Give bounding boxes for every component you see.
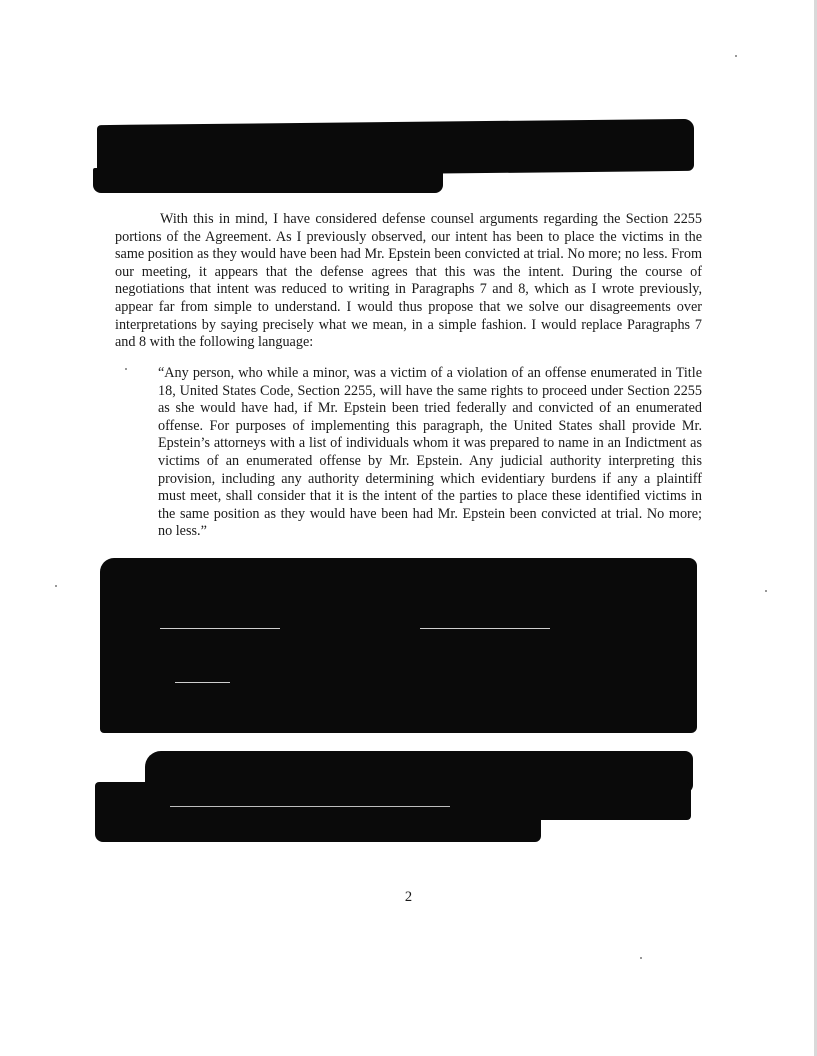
redaction-artifact-line <box>175 682 230 683</box>
redaction-block-bottom-tail <box>95 815 541 842</box>
scan-speck <box>55 585 57 587</box>
paragraph-text: With this in mind, I have considered defense counsel arguments regarding the Section 2255 portions of the Agreement. As I previously observed, our intent has been to place the victims in the same position as they would have been had Mr. Epstein been convicted at trial. No more; no less. From our meeting, it appears that the defense agrees that this was the intent. During the course of negotiations that intent was reduced to writing in Paragraphs 7 and 8, which as I wrote previously, appear far from simple to understand. I would thus propose that we solve our disagreements over interpretations by saying precisely what we mean, in a simple fashion. I would replace Paragraphs 7 and 8 with the following language: <box>115 211 702 351</box>
redaction-artifact-line <box>160 628 280 629</box>
proposed-language-quote <box>158 365 702 541</box>
body-paragraph <box>115 211 702 352</box>
scan-speck <box>765 590 767 592</box>
redaction-artifact-line <box>170 806 450 807</box>
quote-text: “Any person, who while a minor, was a victim of a violation of an offense enumerated in Title 18, United States Code, Section 2255, will have the same rights to proceed under Section 2255 as she would have had, if Mr. Epstein been tried federally and convicted of an enumerated offense. For purposes of implementing this paragraph, the United States shall provide Mr. Epstein’s attorneys with a list of individuals whom it was prepared to name in an Indictment as victims of an enumerated offense by Mr. Epstein. Any judicial authority interpreting this provision, including any authority determining which evidentiary burdens if any a plaintiff must meet, shall consider that it is the intent of the parties to place these identified victims in the same position as they would have been had Mr. Epstein been convicted at trial. No more; no less.” <box>158 365 702 540</box>
redaction-block-middle <box>100 558 697 733</box>
scan-speck <box>125 368 127 370</box>
redaction-artifact-line <box>420 628 550 629</box>
redaction-block-top-lower <box>93 168 443 193</box>
scan-speck <box>735 55 737 57</box>
scan-speck <box>640 957 642 959</box>
page-number: 2 <box>404 889 413 905</box>
